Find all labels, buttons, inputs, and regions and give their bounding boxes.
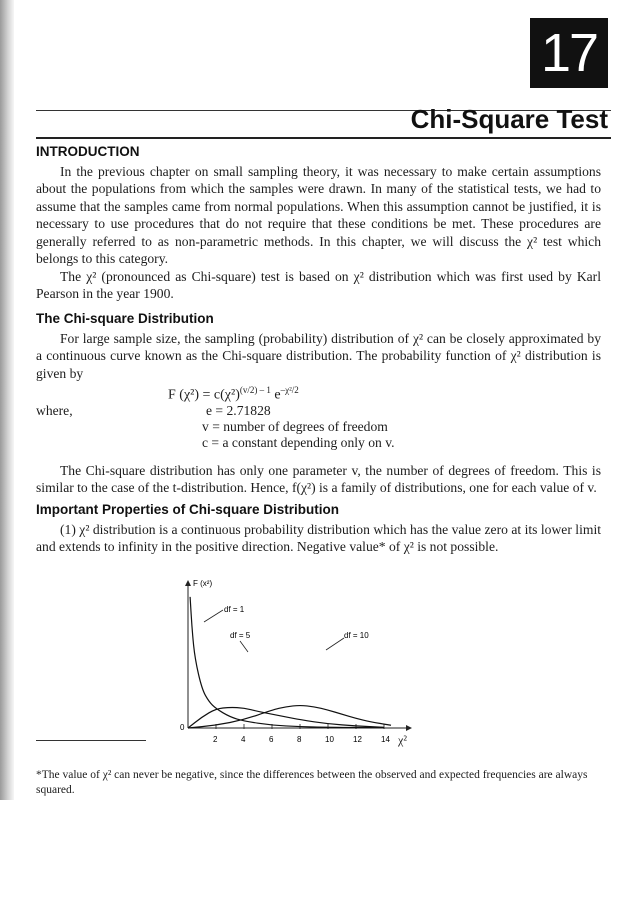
chi-square-distribution-chart — [168, 578, 428, 750]
where-label: where, — [36, 403, 73, 418]
properties-paragraph-1: (1) χ² distribution is a continuous probability distribution which has the value zero at its lower limit and extends to infinity in the positive direction. Negative value* of χ² is not possible. — [36, 522, 601, 555]
y-axis-arrow — [185, 580, 191, 586]
chapter-title: Chi-Square Test — [410, 104, 608, 134]
def-e: e = 2.71828 — [206, 403, 271, 418]
section-heading-distribution: The Chi-square Distribution — [36, 311, 214, 326]
chapter-number: 17 — [530, 18, 608, 88]
series-label-2: df = 10 — [344, 631, 369, 640]
footnote: *The value of χ² can never be negative, since the differences between the observed and expected frequencies are always squared. — [36, 769, 588, 796]
x-axis-label: χ² — [398, 733, 407, 747]
x-tick-label-2: 2 — [213, 735, 218, 744]
def-c: c = a constant depending only on v. — [202, 435, 395, 450]
label-pointer-0 — [204, 610, 223, 622]
distribution-paragraph-2: The Chi-square distribution has only one parameter v, the number of degrees of freedom. This is similar to the case of the t-distribution. Hence, f(χ²) is a family of distributions, one for each value of v. — [36, 463, 601, 496]
series-label-0: df = 1 — [224, 605, 245, 614]
x-tick-label-6: 6 — [269, 735, 274, 744]
distribution-paragraph-1: For large sample size, the sampling (probability) distribution of χ² can be closely approximated by a continuous curve known as the Chi-square distribution. The probability function of χ² distribution is given by — [36, 331, 601, 381]
label-pointer-1 — [240, 641, 248, 652]
chi-square-formula: F $(\chi^2) = c(\chi^2)^{(v/2) - 1}$ $e^{-\chi^2/2}$ — [168, 385, 299, 403]
x-tick-label-8: 8 — [297, 735, 302, 744]
origin-label: 0 — [180, 723, 185, 732]
formula-definitions — [202, 403, 395, 451]
x-tick-label-10: 10 — [325, 735, 334, 744]
series-label-1: df = 5 — [230, 631, 251, 640]
y-axis-label: F (x²) — [193, 579, 213, 588]
x-tick-label-12: 12 — [353, 735, 362, 744]
intro-paragraph-2: The χ² (pronounced as Chi-square) test is based on χ² distribution which was first used by Karl Pearson in the year 1900. — [36, 269, 601, 302]
intro-paragraph-1: In the previous chapter on small sampling theory, it was necessary to make certain assumptions about the populations from which the samples were drawn. In many of the statistical tests, we had to assume that the samples came from normal populations. When this assumption cannot be justified, it is necessary to use procedures that do not require that these conditions be met. These procedures are generally referred to as non-parametric methods. In this chapter, we will discuss the χ² test which belongs to this category. — [36, 164, 601, 267]
x-axis-arrow — [406, 725, 412, 731]
footnote-rule — [36, 740, 146, 741]
section-heading-introduction: INTRODUCTION — [36, 144, 140, 159]
section-heading-properties: Important Properties of Chi-square Distribution — [36, 502, 340, 517]
x-tick-label-14: 14 — [381, 735, 390, 744]
title-rule — [36, 137, 611, 139]
page-binding-shadow — [0, 0, 14, 800]
def-v: v = number of degrees of freedom — [202, 419, 388, 434]
label-pointer-2 — [326, 638, 344, 650]
x-tick-label-4: 4 — [241, 735, 246, 744]
